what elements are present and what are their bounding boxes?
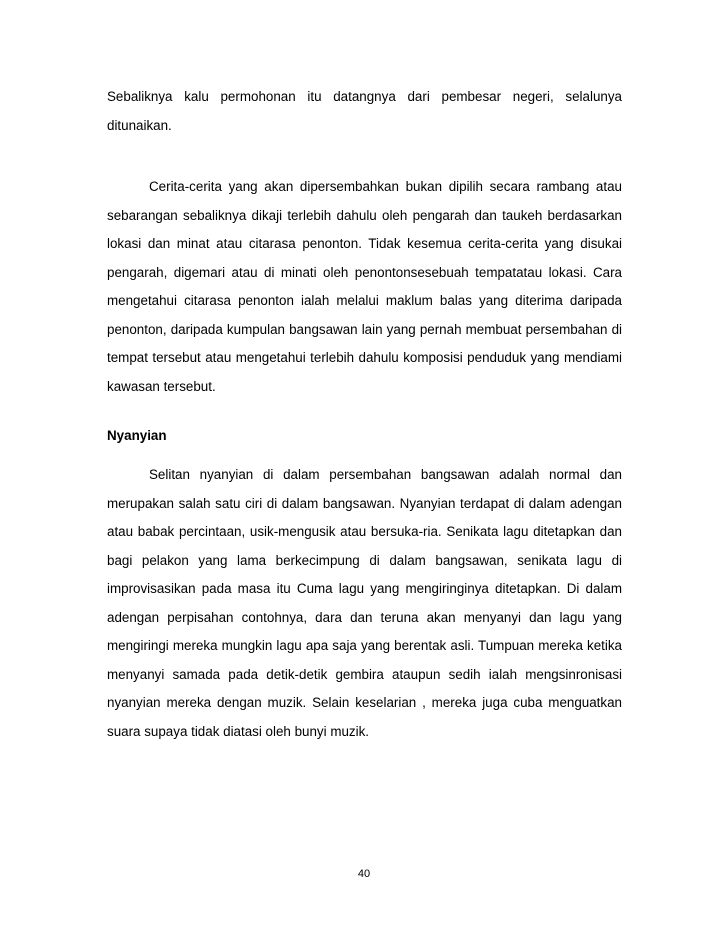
section-heading: Nyanyian — [107, 428, 167, 443]
paragraph-2: Cerita-cerita yang akan dipersembahkan bukan dipilih secara rambang atau sebarangan sebaliknya dikaji terlebih dahulu oleh pengarah dan taukeh berdasarkan lokasi dan minat atau citarasa penonton. Tidak kesemua cerita-cerita yang disukai pengarah, digemari atau di minati oleh penontonsesebuah tempatatau lokasi. Cara mengetahui citarasa penonton ialah melalui maklum balas yang diterima daripada penonton, daripada kumpulan bangsawan lain yang pernah membuat persembahan di tempat tersebut atau mengetahui terlebih dahulu komposisi penduduk yang mendiami kawasan tersebut. — [107, 179, 622, 394]
page-number: 40 — [357, 868, 371, 880]
paragraph-1: Sebaliknya kalu permohonan itu datangnya dari pembesar negeri, selalunya ditunaikan. — [107, 89, 622, 133]
section-paragraph: Selitan nyanyian di dalam persembahan bangsawan adalah normal dan merupakan salah satu ciri di dalam bangsawan. Nyanyian terdapat di dalam adengan atau babak percintaan, usik-mengusik atau bersuka-ria. Senikata lagu ditetapkan dan bagi pelakon yang lama berkecimpung di dalam bangsawan, senikata lagu di improvisasikan pada masa itu Cuma lagu yang mengiringinya ditetapkan. Di dalam adengan perpisahan contohnya, dara dan teruna akan menyanyi dan lagu yang mengiringi mereka mungkin lagu apa saja yang berentak asli. Tumpuan mereka ketika menyanyi samada pada detik-detik gembira ataupun sedih ialah mengsinronisasi nyanyian mereka dengan muzik. Selain keselarian , mereka juga cuba menguatkan suara supaya tidak diatasi oleh bunyi muzik. — [107, 467, 622, 739]
